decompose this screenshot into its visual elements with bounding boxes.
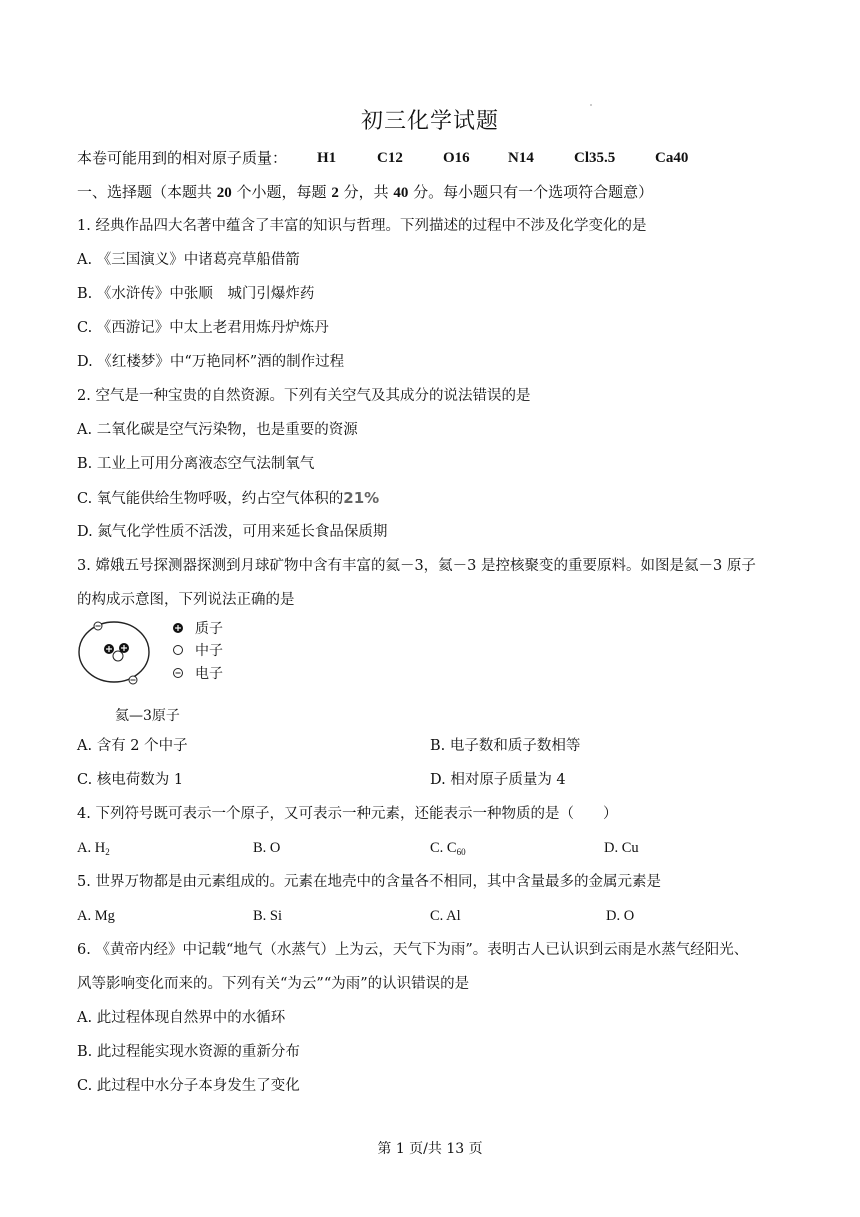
section-total: 40 xyxy=(393,185,409,201)
q2-option-c-text: C. 氧气能供给生物呼吸，约占空气体积的 xyxy=(77,491,344,507)
mass-o: O16 xyxy=(443,150,470,166)
q3-option-d: D. 相对原子质量为 4 xyxy=(430,772,566,788)
legend-neutron-icon xyxy=(174,646,183,655)
q3-option-b: B. 电子数和质子数相等 xyxy=(430,738,581,754)
q6-option-b: B. 此过程能实现水资源的重新分布 xyxy=(77,1044,300,1060)
q4-stem: 4. 下列符号既可表示一个原子，又可表示一种元素，还能表示一种物质的是（ ） xyxy=(77,806,618,822)
q5-option-a: A. Mg xyxy=(77,908,115,924)
helium-3-atom-diagram xyxy=(77,618,257,690)
q5-option-d: D. O xyxy=(606,908,635,924)
q2-option-a: A. 二氧化碳是空气污染物，也是重要的资源 xyxy=(77,422,358,438)
atomic-masses xyxy=(77,148,689,168)
legend-proton-label: 质子 xyxy=(195,621,223,637)
section-mid2: 分，共 xyxy=(338,183,394,201)
section-heading xyxy=(77,182,653,203)
legend-neutron-label: 中子 xyxy=(195,643,223,659)
q4-option-a xyxy=(77,838,110,862)
mass-n: N14 xyxy=(508,150,534,166)
q4-option-c-text: C. C xyxy=(430,840,457,856)
q6-option-a: A. 此过程体现自然界中的水循环 xyxy=(77,1010,286,1026)
section-mid1: 个小题，每题 xyxy=(231,183,332,201)
q4-option-c-subscript: 60 xyxy=(456,847,466,857)
q2-stem: 2. 空气是一种宝贵的自然资源。下列有关空气及其成分的说法错误的是 xyxy=(77,388,531,404)
q1-option-b: B. 《水浒传》中张顺 城门引爆炸药 xyxy=(77,286,315,302)
q5-option-b: B. Si xyxy=(253,908,283,924)
q4-option-a-subscript: 2 xyxy=(105,847,110,857)
page-footer: 第 1 页/共 13 页 xyxy=(377,1141,483,1157)
nucleus-neutron xyxy=(113,651,123,661)
atomic-masses-label: 本卷可能用到的相对原子质量： xyxy=(77,149,288,167)
legend-electron-label: 电子 xyxy=(195,666,223,682)
q2-option-d: D. 氮气化学性质不活泼，可用来延长食品保质期 xyxy=(77,524,388,540)
q4-option-c xyxy=(430,838,466,862)
q1-option-d: D. 《红楼梦》中“万艳同杯”酒的制作过程 xyxy=(77,354,345,370)
q5-option-c: C. Al xyxy=(430,908,461,924)
q3-option-c: C. 核电荷数为 1 xyxy=(77,772,184,788)
electron-orbit xyxy=(79,622,149,682)
q2-percent: 21% xyxy=(343,489,380,507)
mass-ca: Ca40 xyxy=(655,150,689,166)
section-prefix: 一、选择题（本题共 xyxy=(77,183,217,201)
mass-h: H1 xyxy=(317,150,337,166)
q6-stem-line1: 6. 《黄帝内经》中记载“地气（水蒸气）上为云，天气下为雨”。表明古人已认识到云雨是水蒸气经阳光、 xyxy=(77,942,749,958)
section-count: 20 xyxy=(216,185,232,201)
q4-option-b: B. O xyxy=(253,840,281,856)
q1-option-a: A. 《三国演义》中诸葛亮草船借箭 xyxy=(77,252,300,268)
q1-option-c: C. 《西游记》中太上老君用炼丹炉炼丹 xyxy=(77,320,329,336)
q6-option-c: C. 此过程中水分子本身发生了变化 xyxy=(77,1078,300,1094)
section-suffix: 分。每小题只有一个选项符合题意） xyxy=(408,183,654,201)
q1-stem: 1. 经典作品四大名著中蕴含了丰富的知识与哲理。下列描述的过程中不涉及化学变化的是 xyxy=(77,218,647,234)
diagram-caption: 氦—3原子 xyxy=(115,708,180,724)
page-title: 初三化学试题 xyxy=(360,109,499,134)
mass-c: C12 xyxy=(377,150,403,166)
mass-cl: Cl35.5 xyxy=(574,150,616,166)
q6-stem-line2: 风等影响变化而来的。下列有关“为云”“为雨”的认识错误的是 xyxy=(77,976,470,992)
q4-option-d: D. Cu xyxy=(604,840,639,856)
q2-option-c xyxy=(77,488,379,509)
q2-option-b: B. 工业上可用分离液态空气法制氧气 xyxy=(77,456,315,472)
q3-option-a: A. 含有 2 个中子 xyxy=(77,738,188,754)
section-score: 2 xyxy=(331,185,339,201)
q4-option-a-text: A. H xyxy=(77,840,106,856)
q3-stem-line2: 的构成示意图，下列说法正确的是 xyxy=(77,592,295,608)
q5-stem: 5. 世界万物都是由元素组成的。元素在地壳中的含量各不相同，其中含量最多的金属元素是 xyxy=(77,874,661,890)
q3-stem-line1: 3. 嫦娥五号探测器探测到月球矿物中含有丰富的氦－3，氦－3 是控核聚变的重要原料。如图是氦－3 原子 xyxy=(77,558,756,574)
